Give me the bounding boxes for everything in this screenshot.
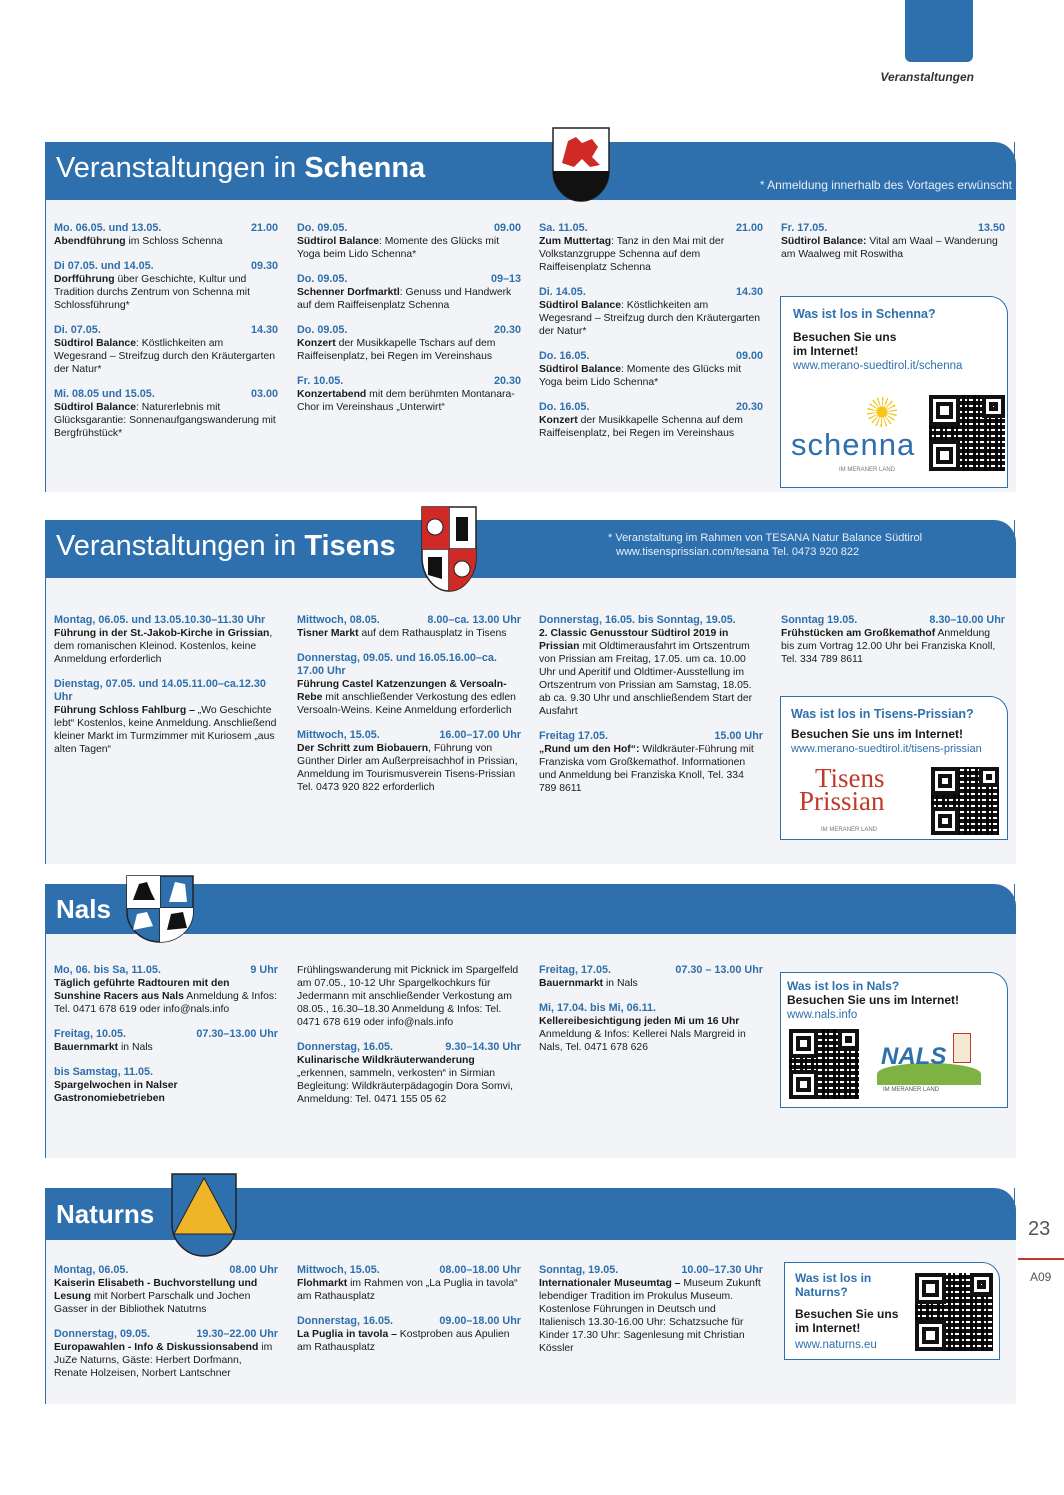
event-time: 08.00 Uhr xyxy=(229,1264,278,1276)
tisens-logo: Tisens Prissian xyxy=(799,763,885,816)
event-title: Spargelwochen in Nalser Gastronomiebetrieben xyxy=(54,1080,178,1104)
event-date: bis Samstag, 11.05. xyxy=(54,1066,154,1078)
event-title: Flohmarkt xyxy=(297,1278,348,1289)
column xyxy=(297,222,521,426)
event-item xyxy=(297,375,521,414)
event-text xyxy=(539,235,763,274)
section-title: Naturns xyxy=(56,1199,155,1229)
section-note: * Veranstaltung im Rahmen von TESANA Natur Balance Südtirol xyxy=(608,532,923,544)
section-note: * Anmeldung innerhalb des Vortages erwünscht xyxy=(759,178,1012,192)
event-text xyxy=(297,627,521,640)
event-item xyxy=(54,614,278,666)
event-item xyxy=(54,260,278,312)
event-item xyxy=(54,678,278,756)
event-item xyxy=(539,1002,763,1054)
event-text xyxy=(54,627,278,666)
event-description: : Köstlichkeiten am Wegesrand – Streifzug durch den Kräutergarten der Natur* xyxy=(54,338,276,375)
event-description: Museum Zukunft lebendiger Tradition im Prokulus Museum. Kostenlose Führungen in Deutsch und Italienisch 13.30-16.00 Uhr: Schatzsuche für Kinder 17.30 Uhr: Sagenlesung mit Christian Kössler xyxy=(539,1278,761,1354)
event-time: 09.00 xyxy=(735,350,763,362)
naturns-crest-icon xyxy=(170,1172,238,1258)
event-date: Di. 07.05. xyxy=(54,324,101,336)
event-description: im Schloss Schenna xyxy=(125,236,223,247)
event-text xyxy=(781,627,1005,666)
event-title: Südtirol Balance: xyxy=(781,236,867,247)
tisens-crest-icon xyxy=(420,505,478,593)
schenna-logo: schenna xyxy=(791,427,916,462)
event-header xyxy=(54,388,278,401)
event-item xyxy=(54,324,278,376)
event-title: Führung in der St.-Jakob-Kirche in Grissian xyxy=(54,628,270,639)
event-title: Abendführung xyxy=(54,236,126,247)
running-head: Veranstaltungen xyxy=(880,70,974,84)
event-description: im JuZe Naturns, Gäste: Herbert Dorfmann, Renate Holzeisen, Norbert Lantschner xyxy=(54,1342,273,1379)
event-description: Wildkräuter-Führung mit Franziska vom Großkemathof. Informationen und Anmeldung bei Franziska Knoll, Tel. 334 789 8611 xyxy=(539,744,754,794)
event-header xyxy=(539,614,763,627)
event-header xyxy=(297,1264,521,1277)
event-header xyxy=(297,1315,521,1328)
info-question: Was ist los in Naturns? xyxy=(795,1271,872,1299)
event-description: , dem romanischen Kleinod. Kostenlos, keine Anmeldung erforderlich xyxy=(54,628,273,665)
section-band xyxy=(46,142,1016,200)
event-header xyxy=(54,1328,278,1341)
event-item xyxy=(297,1315,521,1354)
event-title: Kaiserin Elisabeth - Buchvorstellung und Lesung xyxy=(54,1278,258,1302)
event-item xyxy=(297,964,521,1029)
column xyxy=(539,222,763,452)
event-description: in Nals xyxy=(118,1042,153,1053)
event-description: : Momente des Glücks mit Yoga beim Lido Schenna* xyxy=(297,236,500,260)
event-text xyxy=(297,337,521,363)
event-title: Bauernmarkt xyxy=(54,1042,119,1053)
column xyxy=(539,614,763,807)
event-date: Do. 16.05. xyxy=(539,401,590,413)
event-title: 2. Classic Genusstour Südtirol 2019 in Prissian xyxy=(539,628,729,652)
event-time: 19.30–22.00 Uhr xyxy=(196,1328,278,1340)
event-title: Frühstücken am Großkemathof xyxy=(781,628,936,639)
event-date: Mittwoch, 15.05. xyxy=(297,729,380,741)
event-time: 09.30 xyxy=(250,260,278,272)
event-date: Donnerstag, 09.05. xyxy=(54,1328,151,1340)
event-description: : Naturerlebnis mit Glücksgarantie: Sonnenaufgangswanderung mit Bergfrühstück* xyxy=(54,402,276,439)
event-title: Kulinarische Wildkräuterwanderung xyxy=(297,1055,475,1066)
section-title: Nals xyxy=(56,894,111,924)
column xyxy=(54,614,278,768)
event-time: 8.30–10.00 Uhr xyxy=(929,614,1005,626)
column xyxy=(297,1264,521,1366)
event-description: mit anschließender Verkostung des edlen Versoaln-Weins. Keine Anmeldung erforderlich xyxy=(297,692,516,716)
event-item xyxy=(54,1328,278,1380)
event-date: Mittwoch, 08.05. xyxy=(297,614,380,626)
event-item xyxy=(297,1264,521,1303)
info-visit: Besuchen Sie uns im Internet! xyxy=(787,993,960,1007)
event-time: 21.00 xyxy=(735,222,763,234)
event-header xyxy=(297,324,521,337)
event-header xyxy=(539,964,763,977)
event-description: in Nals xyxy=(603,978,638,989)
event-header xyxy=(539,401,763,414)
event-item xyxy=(781,222,1005,261)
info-box xyxy=(784,1262,1000,1360)
event-item xyxy=(781,614,1005,666)
event-time: 20.30 xyxy=(735,401,763,413)
section-body xyxy=(46,578,1016,864)
event-time: 09.00 xyxy=(493,222,521,234)
info-question: Was ist los in Nals? xyxy=(787,979,900,993)
event-time: 9 Uhr xyxy=(250,964,278,976)
info-question: Was ist los in Tisens-Prissian? xyxy=(791,707,974,721)
event-title: La Puglia in tavola – xyxy=(297,1329,397,1340)
event-date: Mittwoch, 15.05. xyxy=(297,1264,380,1276)
event-title: Europawahlen - Info & Diskussionsabend xyxy=(54,1342,259,1353)
event-text xyxy=(297,742,521,794)
event-text xyxy=(297,1054,521,1106)
event-description: Frühlingswanderung mit Picknick im Spargelfeld am 07.05., 10-12 Uhr Spargelkochkurs für Jedermann mit anschließender Verkostung am 08.05., 16.30–18.30 Anmeldung & Infos: Tel. 0471 678 619 oder info@nals.info xyxy=(297,965,519,1028)
logo-subtitle: IM MERANER LAND xyxy=(839,467,896,473)
event-time: 14.30 xyxy=(250,324,278,336)
event-item xyxy=(297,729,521,794)
section-tisens xyxy=(45,520,1015,864)
event-item xyxy=(539,1264,763,1355)
section-band xyxy=(46,520,1016,578)
event-item xyxy=(539,964,763,990)
event-title: Schenner Dorfmarktl xyxy=(297,287,400,298)
event-date: Dienstag, 07.05. und 14.05.11.00–ca.12.30 Uhr xyxy=(54,678,266,703)
event-description: , Führung von Günther Dirler am Außerpreisachhof in Prissian, Anmeldung im Tourismusverein Tisens-Prissian Tel. 0473 920 822 erforderlich xyxy=(297,743,518,793)
event-item xyxy=(297,273,521,312)
event-text xyxy=(539,1277,763,1355)
event-text xyxy=(54,235,278,248)
event-description: Vital am Waal – Wanderung am Waalweg mit Roswitha xyxy=(781,236,998,260)
event-header xyxy=(54,614,278,627)
event-text xyxy=(539,627,763,718)
section-body xyxy=(46,1240,1016,1404)
event-text xyxy=(297,1277,521,1303)
event-description: : Momente des Glücks mit Yoga beim Lido Schenna* xyxy=(539,364,742,388)
event-item xyxy=(297,1041,521,1106)
event-text xyxy=(539,743,763,795)
event-text xyxy=(297,286,521,312)
event-date: Do. 09.05. xyxy=(297,324,348,336)
event-title: Südtirol Balance xyxy=(539,364,621,375)
event-text xyxy=(54,1341,278,1380)
event-title: Dorfführung xyxy=(54,274,115,285)
info-box xyxy=(780,972,1008,1108)
event-title: Täglich geführte Radtouren mit den Sunshine Racers aus Nals xyxy=(54,978,230,1002)
event-item xyxy=(539,286,763,338)
event-header xyxy=(297,729,521,742)
event-title: Führung Schloss Fahlburg – xyxy=(54,705,195,716)
column xyxy=(54,222,278,452)
event-title: Zum Muttertag xyxy=(539,236,612,247)
event-date: Do. 09.05. xyxy=(297,222,348,234)
event-item xyxy=(297,324,521,363)
event-title: Kellereibesichtigung jeden Mi um 16 Uhr xyxy=(539,1016,740,1027)
event-description: : Genuss und Handwerk auf dem Raiffeisenplatz Schenna xyxy=(297,287,512,311)
column xyxy=(539,964,763,1066)
event-description: mit Oldtimerausfahrt im Ortszentrum von Prissian am Freitag, 17.05. um ca. 10.00 Uhr und Aperitif und Oldtimer-Ausstellung im Ortszentrum von Prissian am Samstag, 18.05. ab ca. 9.30 Uhr und anschließendem Start der Ausfahrt xyxy=(539,641,753,717)
event-header xyxy=(54,678,278,704)
event-header xyxy=(54,1264,278,1277)
event-time: 07.30–13.00 Uhr xyxy=(196,1028,278,1040)
event-header xyxy=(781,614,1005,627)
event-time: 21.00 xyxy=(250,222,278,234)
info-visit: Besuchen Sie uns im Internet! xyxy=(791,727,964,741)
event-item xyxy=(54,388,278,440)
column xyxy=(781,222,1005,273)
event-header xyxy=(54,1028,278,1041)
event-text xyxy=(539,299,763,338)
event-description: „erkennen, sammeln, verkosten“ in Sirmian Begleitung: Wildkräuterpädagogin Dora Somvi, Anmeldung: Tel. 0471 155 05 62 xyxy=(297,1068,514,1105)
nals-logo: NALS IM MERANER LAND xyxy=(877,1033,987,1095)
event-text xyxy=(297,1328,521,1354)
event-text xyxy=(54,977,278,1016)
event-title: Südtirol Balance xyxy=(54,338,136,349)
event-description: Anmeldung & Infos: Kellerei Nals Margreid in Nals, Tel. 0471 678 626 xyxy=(539,1029,746,1053)
event-header xyxy=(54,324,278,337)
event-title: Südtirol Balance xyxy=(297,236,379,247)
event-header xyxy=(297,375,521,388)
event-description: der Musikkapelle Tschars auf dem Raiffeisenplatz, bei Regen im Vereinshaus xyxy=(297,338,496,362)
event-title: Der Schritt zum Biobauern xyxy=(297,743,429,754)
event-description: : Tanz in den Mai mit der Volkstanzgruppe Schenna auf dem Raiffeisenplatz Schenna xyxy=(539,236,725,273)
event-title: Internationaler Museumtag – xyxy=(539,1278,681,1289)
event-description: Anmeldung bis zum Vortrag 12.00 Uhr bei Franziska Knoll, Tel. 334 789 8611 xyxy=(781,628,996,665)
top-tab xyxy=(905,0,973,62)
event-text xyxy=(539,1015,763,1054)
column xyxy=(781,614,1005,678)
event-date: Donnerstag, 09.05. und 16.05.16.00–ca. 17.00 Uhr xyxy=(297,652,497,677)
event-text xyxy=(54,1041,278,1054)
event-item xyxy=(54,1066,278,1105)
event-text xyxy=(54,1079,278,1105)
event-time: 03.00 xyxy=(250,388,278,400)
info-link[interactable]: www.naturns.eu xyxy=(795,1339,877,1351)
event-time: 20.30 xyxy=(493,375,521,387)
event-item xyxy=(54,964,278,1016)
event-header xyxy=(297,1041,521,1054)
page-rule xyxy=(1018,1258,1064,1260)
event-text xyxy=(539,363,763,389)
event-time: 15.00 Uhr xyxy=(714,730,763,742)
event-text xyxy=(54,1277,278,1316)
event-title: Tisner Markt xyxy=(297,628,359,639)
event-text xyxy=(781,235,1005,261)
event-text xyxy=(297,388,521,414)
event-title: Führung Castel Katzenzungen & Versoaln-Rebe xyxy=(297,679,507,703)
event-header xyxy=(539,730,763,743)
event-title: Konzert xyxy=(297,338,336,349)
event-text xyxy=(297,678,521,717)
event-item xyxy=(54,222,278,248)
event-description: : Köstlichkeiten am Wegesrand – Streifzug durch den Kräutergarten der Natur* xyxy=(539,300,761,337)
qr-code xyxy=(929,395,1005,471)
info-visit: Besuchen Sie uns im Internet! xyxy=(795,1307,899,1335)
info-box xyxy=(780,696,1008,840)
column xyxy=(54,964,278,1117)
event-item xyxy=(539,222,763,274)
event-date: Fr. 17.05. xyxy=(781,222,828,234)
event-date: Montag, 06.05. und 13.05.10.30–11.30 Uhr xyxy=(54,614,266,626)
event-date: Donnerstag, 16.05. xyxy=(297,1041,394,1053)
info-link[interactable]: www.merano-suedtirol.it/tisens-prissian xyxy=(791,743,982,755)
event-description: über Geschichte, Kultur und Tradition durchs Zentrum von Schenna mit Schlossführung* xyxy=(54,274,250,311)
section-body xyxy=(46,934,1016,1158)
event-item xyxy=(297,222,521,261)
event-header xyxy=(539,1264,763,1277)
event-header xyxy=(539,1002,763,1015)
event-date: Sonntag, 19.05. xyxy=(539,1264,619,1276)
event-description: im Rahmen von „La Puglia in tavola“ am Rathausplatz xyxy=(297,1278,518,1302)
event-header xyxy=(54,222,278,235)
section-note-url: www.tisensprissian.com/tesana Tel. 0473 920 822 xyxy=(616,546,860,558)
event-header xyxy=(539,350,763,363)
event-date: Mi. 08.05 und 15.05. xyxy=(54,388,155,400)
event-time: 09.00–18.00 Uhr xyxy=(439,1315,521,1327)
event-title: Bauernmarkt xyxy=(539,978,604,989)
schenna-crest-icon xyxy=(552,127,610,203)
event-header xyxy=(54,1066,278,1079)
event-title: Konzert xyxy=(539,415,578,426)
event-date: Sonntag 19.05. xyxy=(781,614,858,626)
event-time: 13.50 xyxy=(977,222,1005,234)
event-item xyxy=(297,614,521,640)
event-text xyxy=(54,273,278,312)
event-text xyxy=(54,401,278,440)
event-time: 8.00–ca. 13.00 Uhr xyxy=(427,614,521,626)
event-header xyxy=(297,614,521,627)
page-number: 23 xyxy=(1028,1218,1051,1240)
event-header xyxy=(539,222,763,235)
event-header xyxy=(54,260,278,273)
event-header xyxy=(297,652,521,678)
event-title: „Rund um den Hof“: xyxy=(539,744,640,755)
page-code: A09 xyxy=(1030,1270,1052,1284)
event-text xyxy=(297,235,521,261)
event-header xyxy=(781,222,1005,235)
info-visit: Besuchen Sie uns im Internet! xyxy=(793,330,897,358)
section-title: Veranstaltungen in Schenna xyxy=(56,152,426,184)
event-date: Do. 16.05. xyxy=(539,350,590,362)
column xyxy=(297,964,521,1118)
event-date: Donnerstag, 16.05. bis Sonntag, 19.05. xyxy=(539,614,736,626)
event-description: „Wo Geschichte lebt“ Kostenlos, keine Anmeldung. Anschließend kleiner Markt im Turmzimmer mit Kuriosem „aus alten Tagen“ xyxy=(54,705,277,755)
event-title: Südtirol Balance xyxy=(539,300,621,311)
event-time: 20.30 xyxy=(493,324,521,336)
event-description: Anmeldung & Infos: Tel. 0471 678 619 oder info@nals.info xyxy=(54,991,277,1015)
event-date: Mo, 06. bis Sa, 11.05. xyxy=(54,964,161,976)
info-link[interactable]: www.merano-suedtirol.it/schenna xyxy=(793,360,963,372)
event-date: Di 07.05. und 14.05. xyxy=(54,260,154,272)
section-schenna xyxy=(45,142,1015,492)
event-header xyxy=(297,222,521,235)
event-date: Donnerstag, 16.05. xyxy=(297,1315,394,1327)
event-time: 09–13 xyxy=(490,273,521,285)
event-item xyxy=(54,1264,278,1316)
event-item xyxy=(539,730,763,795)
column xyxy=(54,1264,278,1392)
event-date: Do. 09.05. xyxy=(297,273,348,285)
section-title: Veranstaltungen in Tisens xyxy=(56,530,396,562)
info-question: Was ist los in Schenna? xyxy=(793,307,936,321)
event-time: 16.00–17.00 Uhr xyxy=(439,729,521,741)
event-item xyxy=(539,350,763,389)
info-link[interactable]: www.nals.info xyxy=(787,1009,858,1021)
event-date: Fr. 10.05. xyxy=(297,375,344,387)
event-text xyxy=(54,704,278,756)
event-text xyxy=(539,414,763,440)
event-date: Mo. 06.05. und 13.05. xyxy=(54,222,162,234)
event-date: Freitag, 10.05. xyxy=(54,1028,127,1040)
event-item xyxy=(297,652,521,717)
event-time: 14.30 xyxy=(735,286,763,298)
qr-code xyxy=(915,1273,993,1351)
column xyxy=(297,614,521,806)
info-box xyxy=(780,296,1008,488)
event-header xyxy=(54,964,278,977)
event-date: Di. 14.05. xyxy=(539,286,586,298)
event-text xyxy=(297,964,521,1029)
sun-icon xyxy=(867,397,897,427)
event-text xyxy=(54,337,278,376)
event-date: Montag, 06.05. xyxy=(54,1264,129,1276)
qr-code xyxy=(789,1029,859,1099)
column xyxy=(539,1264,763,1367)
event-date: Freitag 17.05. xyxy=(539,730,609,742)
event-time: 07.30 – 13.00 Uhr xyxy=(675,964,763,976)
event-item xyxy=(54,1028,278,1054)
nals-crest-icon xyxy=(125,874,195,944)
event-description: mit dem berühmten Montanara-Chor im Vereinshaus „Unterwirt“ xyxy=(297,389,515,413)
event-date: Freitag, 17.05. xyxy=(539,964,612,976)
event-description: auf dem Rathausplatz in Tisens xyxy=(358,628,507,639)
event-title: Konzertabend xyxy=(297,389,367,400)
event-header xyxy=(539,286,763,299)
event-description: Kostproben aus Apulien am Rathausplatz xyxy=(297,1329,510,1353)
event-time: 10.00–17.30 Uhr xyxy=(681,1264,763,1276)
section-body xyxy=(46,200,1016,492)
qr-code xyxy=(931,767,999,835)
event-text xyxy=(539,977,763,990)
event-title: Südtirol Balance xyxy=(54,402,136,413)
event-description: der Musikkapelle Schenna auf dem Raiffeisenplatz, bei Regen im Vereinshaus xyxy=(539,415,743,439)
event-description: mit Norbert Parschalk und Jochen Gasser in der Bibliothek Natutrns xyxy=(54,1291,251,1315)
logo-subtitle: IM MERANER LAND xyxy=(821,827,878,833)
event-time: 9.30–14.30 Uhr xyxy=(445,1041,521,1053)
event-time: 08.00–18.00 Uhr xyxy=(439,1264,521,1276)
event-date: Mi, 17.04. bis Mi, 06.11. xyxy=(539,1002,657,1014)
event-item xyxy=(539,614,763,718)
event-date: Sa. 11.05. xyxy=(539,222,588,234)
event-item xyxy=(539,401,763,440)
event-header xyxy=(297,273,521,286)
